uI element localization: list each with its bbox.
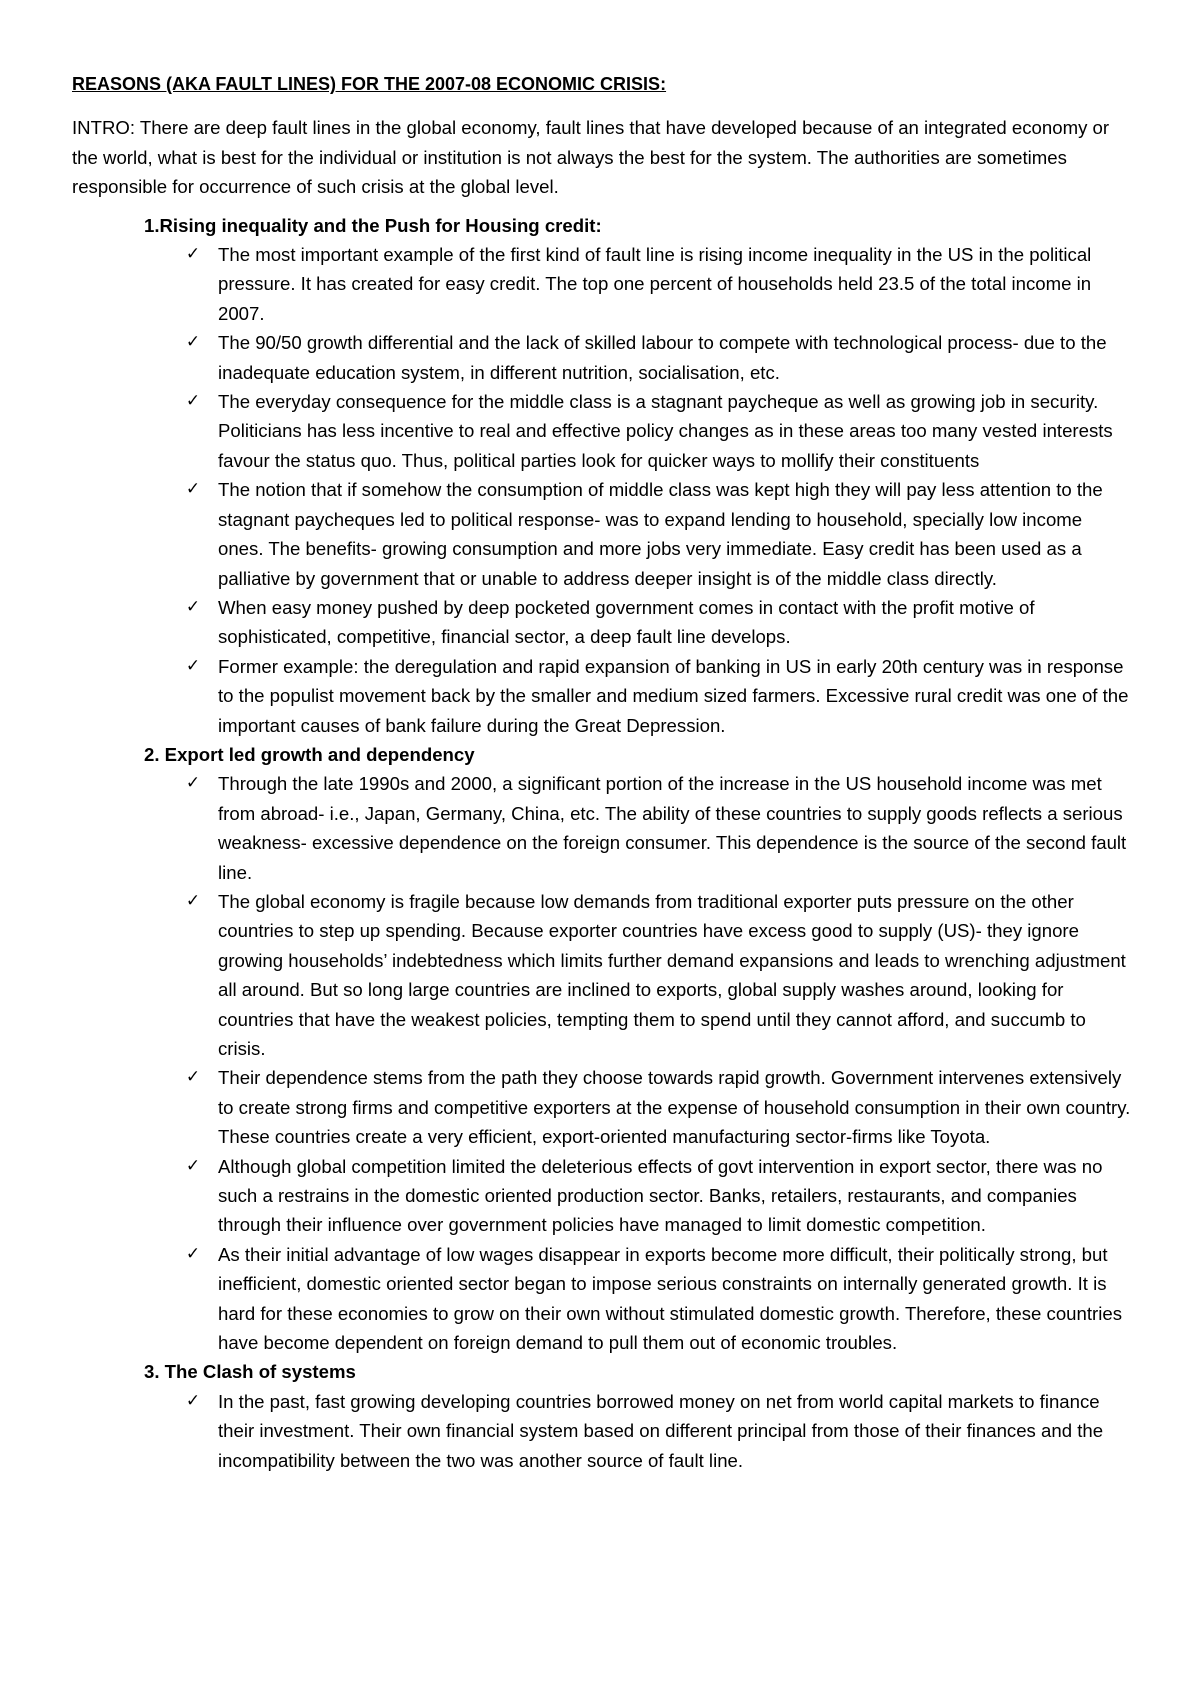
section-heading: 2. Export led growth and dependency: [144, 743, 475, 765]
document-title: REASONS (AKA FAULT LINES) FOR THE 2007-08 ECONOMIC CRISIS:: [72, 74, 667, 94]
bullet-text: The global economy is fragile because low demands from traditional exporter puts pressure on the other countries to step up spending. Because exporter countries have excess good to supply (US)- they ignore growing households’ indebtedness which limits further demand expansions and leads to wrenching adjustment all around. But so long large countries are inclined to exports, global supply washes around, looking for countries that have the weakest policies, tempting them to spend until they cannot afford, and succumb to crisis.: [218, 890, 1126, 1059]
list-item: [72, 652, 1132, 740]
bullet-text: In the past, fast growing developing countries borrowed money on net from world capital markets to finance their investment. Their own financial system based on different principal from those of their finances and the incompatibility between the two was another source of fault line.: [218, 1390, 1104, 1471]
sections-container: [72, 211, 1132, 1475]
list-item: [72, 1063, 1132, 1151]
bullet-text: The 90/50 growth differential and the lack of skilled labour to compete with technological process- due to the inadequate education system, in different nutrition, socialisation, etc.: [218, 332, 1107, 383]
bullet-text: Former example: the deregulation and rapid expansion of banking in US in early 20th century was in response to the populist movement back by the smaller and medium sized farmers. Excessive rural credit was one of the important causes of bank failure during the Great Depression.: [218, 655, 1129, 736]
list-item: [72, 387, 1132, 475]
bullet-text: As their initial advantage of low wages disappear in exports become more difficult, their politically strong, but inefficient, domestic oriented sector began to impose serious constraints on internally generated growth. It is hard for these economies to grow on their own without stimulated domestic growth. Therefore, these countries have become dependent on foreign demand to pull them out of economic troubles.: [218, 1243, 1122, 1354]
document-page: [72, 70, 1132, 1475]
check-icon: ✓: [185, 1390, 201, 1411]
check-icon: ✓: [185, 391, 201, 412]
list-item: [72, 769, 1132, 887]
check-icon: ✓: [185, 890, 201, 911]
intro-paragraph: INTRO: There are deep fault lines in the global economy, fault lines that have developed because of an integrated economy or the world, what is best for the individual or institution is not always the best for the system. The authorities are sometimes responsible for occurrence of such crisis at the global level.: [72, 117, 1110, 198]
check-icon: ✓: [185, 1067, 201, 1088]
section-heading: 3. The Clash of systems: [144, 1361, 356, 1383]
list-item: [72, 1387, 1132, 1475]
bullet-list: [72, 240, 1132, 740]
section-3: [72, 1357, 1132, 1475]
list-item: [72, 1240, 1132, 1358]
bullet-text: Their dependence stems from the path they choose towards rapid growth. Government intervenes extensively to create strong firms and competitive exporters at the expense of household consumption in their own country. These countries create a very efficient, export-oriented manufacturing sector-firms like Toyota.: [218, 1067, 1131, 1148]
list-item: [72, 328, 1132, 387]
bullet-text: Although global competition limited the deleterious effects of govt intervention in export sector, there was no such a restrains in the domestic oriented production sector. Banks, retailers, restaurants, and companies through their influence over government policies have managed to limit domestic competition.: [218, 1155, 1103, 1236]
section-heading: 1.Rising inequality and the Push for Housing credit:: [144, 214, 602, 236]
check-icon: ✓: [185, 596, 201, 617]
list-item: [72, 887, 1132, 1063]
list-item: [72, 1152, 1132, 1240]
section-2: [72, 740, 1132, 1358]
check-icon: ✓: [185, 244, 201, 265]
check-icon: ✓: [185, 479, 201, 500]
check-icon: ✓: [185, 1243, 201, 1264]
list-item: [72, 593, 1132, 652]
bullet-text: When easy money pushed by deep pocketed government comes in contact with the profit motive of sophisticated, competitive, financial sector, a deep fault line develops.: [218, 596, 1035, 648]
list-item: [72, 240, 1132, 328]
check-icon: ✓: [185, 332, 201, 353]
bullet-list: [72, 1387, 1132, 1475]
bullet-text: The everyday consequence for the middle class is a stagnant paycheque as well as growing job in security. Politicians has less incentive to real and effective policy changes as in these areas too many vested interests favour the status quo. Thus, political parties look for quicker ways to mollify their constituents: [218, 391, 1113, 471]
check-icon: ✓: [185, 655, 201, 676]
check-icon: ✓: [185, 1155, 201, 1176]
section-1: [72, 211, 1132, 740]
bullet-text: Through the late 1990s and 2000, a significant portion of the increase in the US household income was met from abroad- i.e., Japan, Germany, China, etc. The ability of these countries to supply goods reflects a serious weakness- excessive dependence on the foreign consumer. This dependence is the source of the second fault line.: [218, 773, 1127, 883]
bullet-text: The most important example of the first kind of fault line is rising income inequality in the US in the political pressure. It has created for easy credit. The top one percent of households held 23.5 of the total income in 2007.: [218, 244, 1092, 324]
list-item: [72, 475, 1132, 593]
bullet-list: [72, 769, 1132, 1357]
check-icon: ✓: [185, 773, 201, 794]
bullet-text: The notion that if somehow the consumption of middle class was kept high they will pay less attention to the stagnant paycheques led to political response- was to expand lending to household, specially low income ones. The benefits- growing consumption and more jobs very immediate. Easy credit has been used as a palliative by government that or unable to address deeper insight is of the middle class directly.: [218, 479, 1103, 589]
